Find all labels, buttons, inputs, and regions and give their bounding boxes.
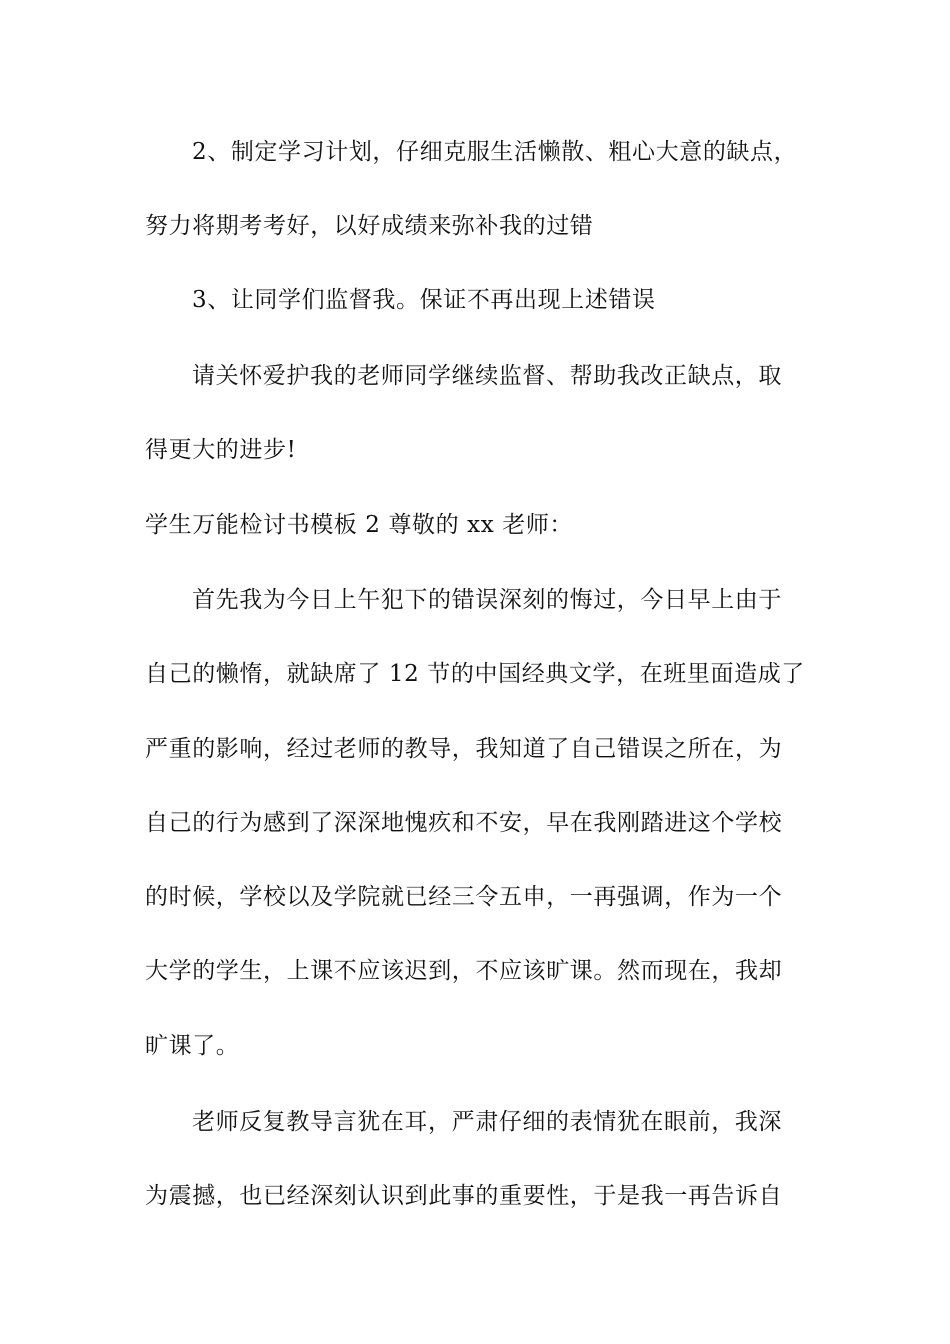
- text-line: 自己的懒惰，就缺席了 12 节的中国经典文学，在班里面造成了: [145, 661, 805, 687]
- text-line: 大学的学生，上课不应该迟到，不应该旷课。然而现在，我却: [145, 958, 783, 984]
- text-line: 自己的行为感到了深深地愧疚和不安，早在我刚踏进这个学校: [145, 810, 783, 836]
- text-line: 3、让同学们监督我。保证不再出现上述错误: [192, 287, 656, 313]
- text-line: 努力将期考考好，以好成绩来弥补我的过错: [145, 213, 594, 239]
- section-heading: 学生万能检讨书模板 2 尊敬的 xx 老师：: [145, 512, 574, 538]
- text-line: 严重的影响，经过老师的教导，我知道了自己错误之所在，为: [145, 736, 783, 762]
- text-line: 老师反复教导言犹在耳，严肃仔细的表情犹在眼前，我深: [192, 1109, 782, 1135]
- text-line: 的时候，学校以及学院就已经三令五申，一再强调，作为一个: [145, 884, 783, 910]
- text-line: 2、制定学习计划，仔细克服生活懒散、粗心大意的缺点，: [192, 139, 798, 165]
- text-line: 请关怀爱护我的老师同学继续监督、帮助我改正缺点，取: [192, 363, 782, 389]
- text-line: 得更大的进步!: [145, 437, 297, 463]
- text-line: 首先我为今日上午犯下的错误深刻的悔过，今日早上由于: [192, 587, 782, 613]
- text-line: 为震撼，也已经深刻认识到此事的重要性，于是我一再告诉自: [145, 1183, 783, 1209]
- text-line: 旷课了。: [145, 1033, 240, 1059]
